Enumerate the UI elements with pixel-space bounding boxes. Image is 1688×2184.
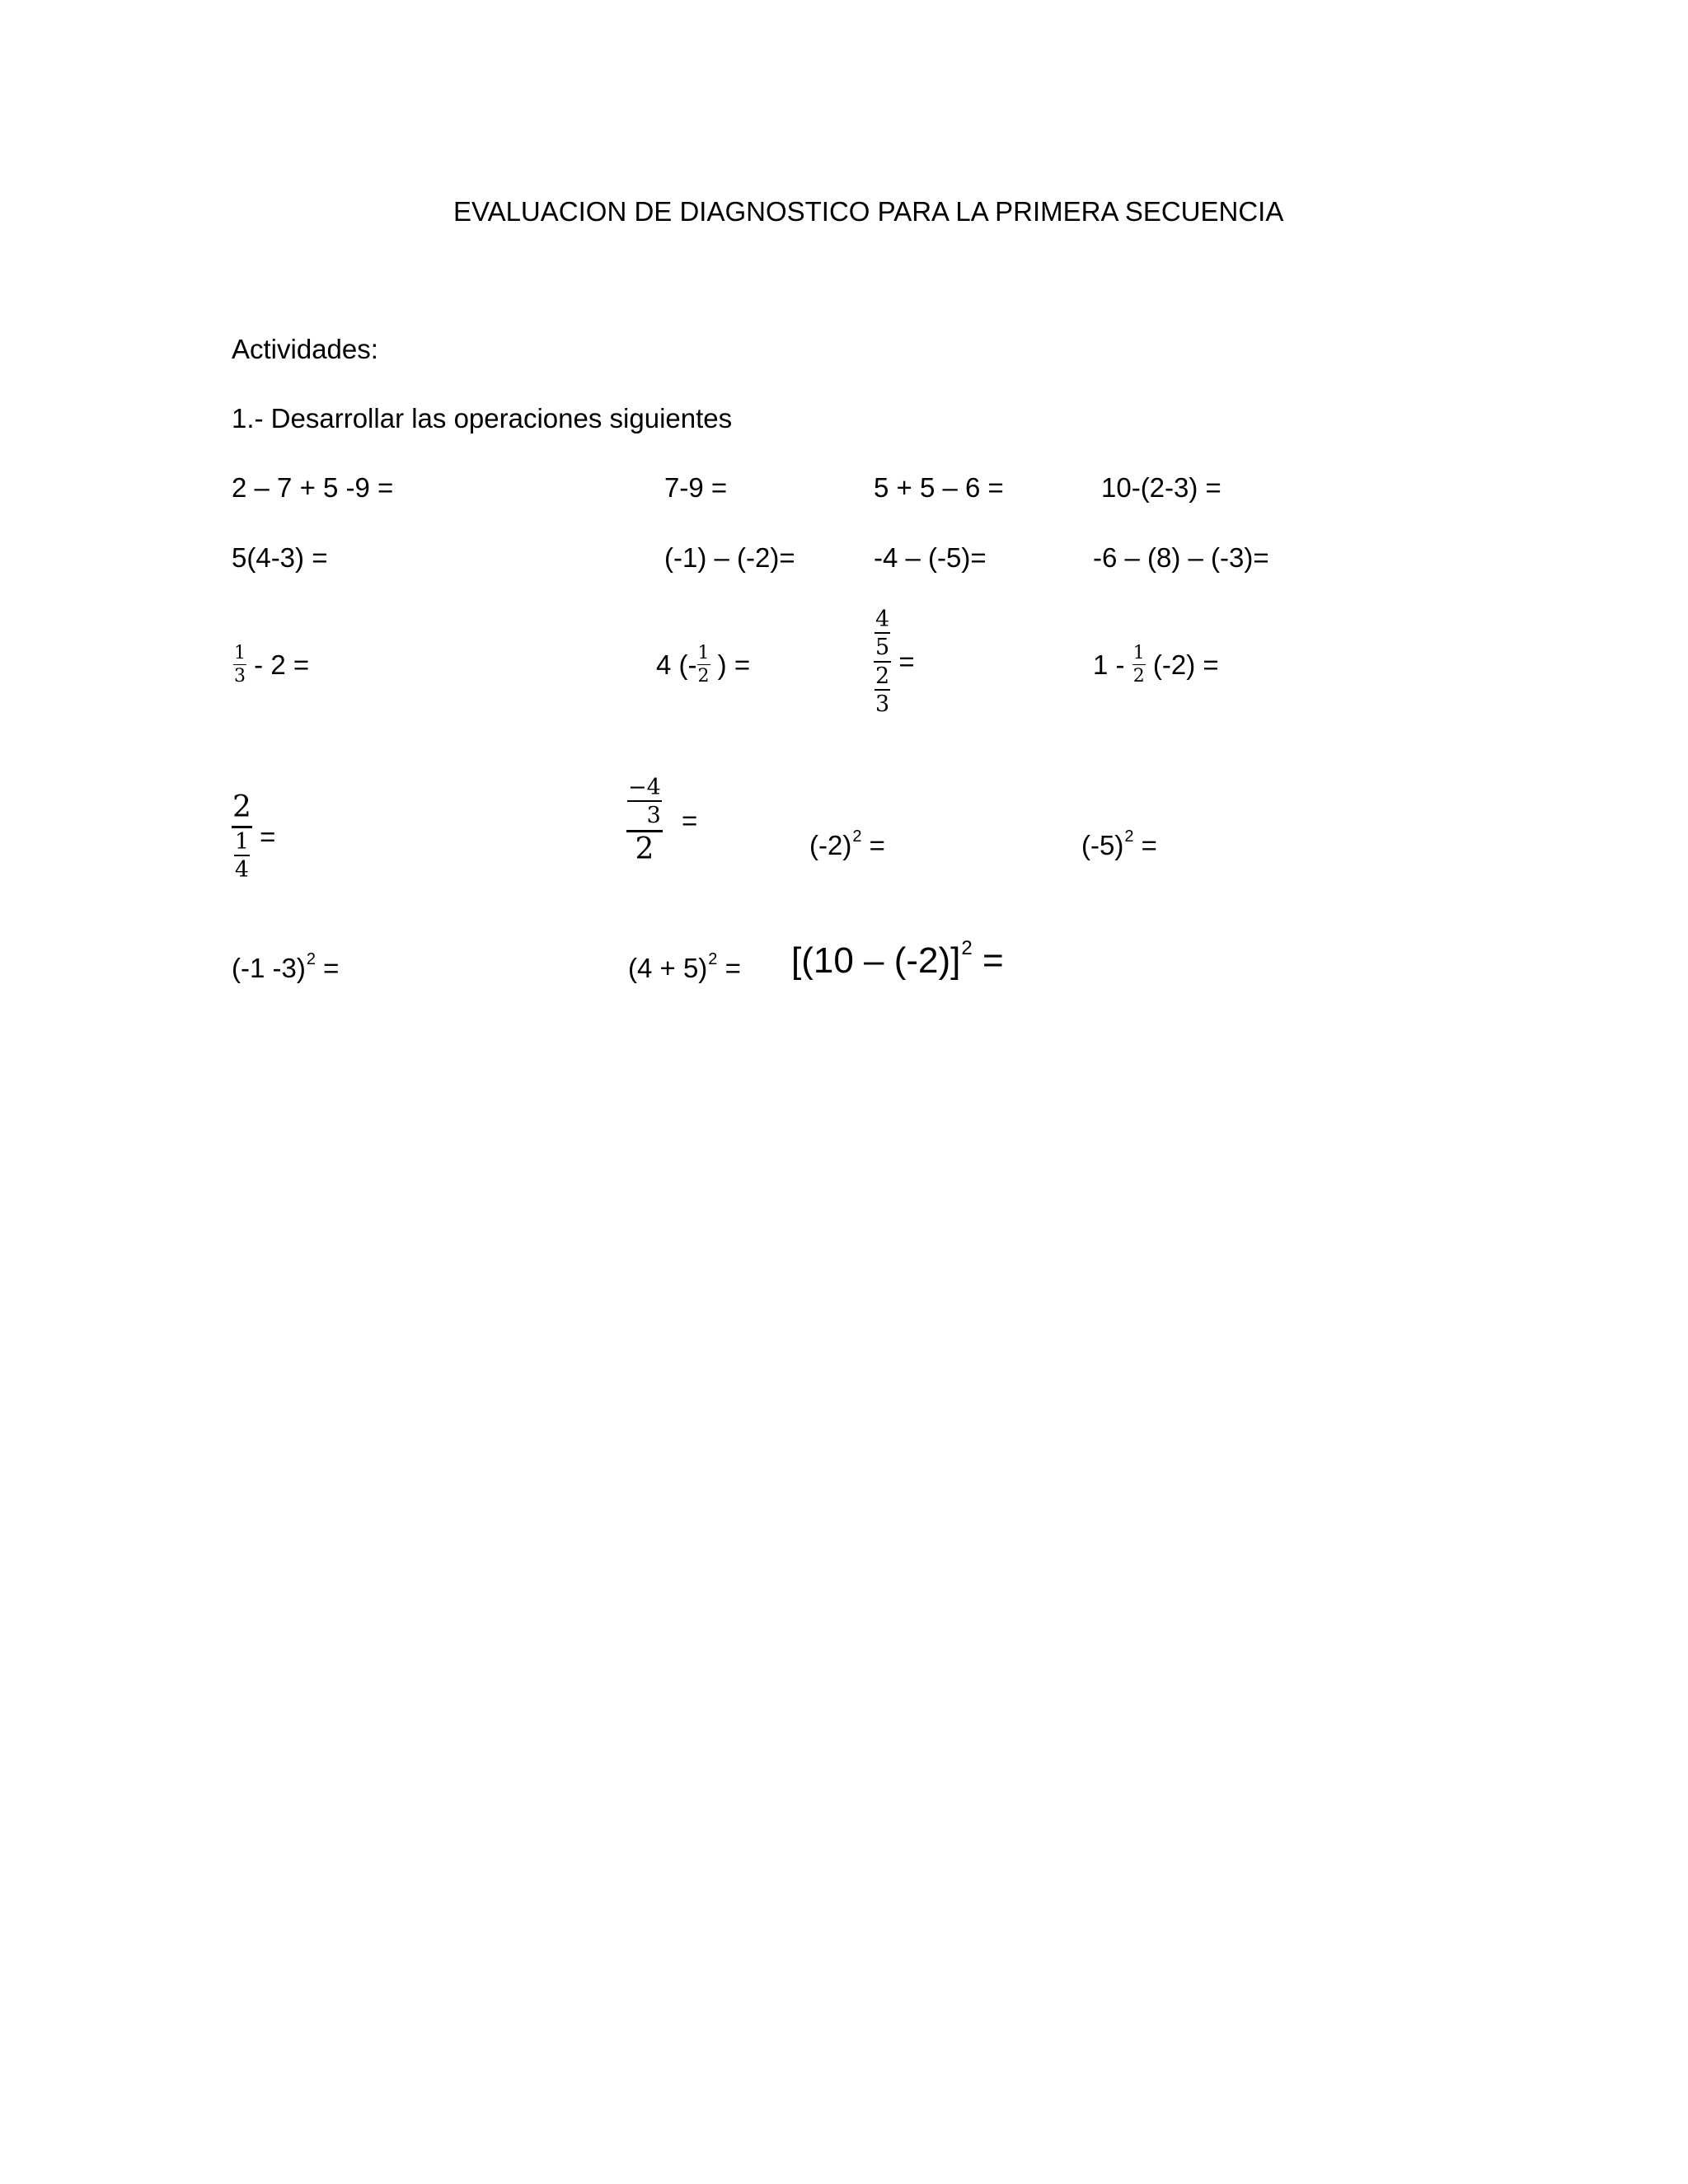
exercise-18 xyxy=(628,952,741,989)
power-exponent: 2 xyxy=(852,827,862,846)
exercise-3: 5 + 5 – 6 = xyxy=(874,472,1004,503)
expression-rest: = xyxy=(861,830,885,860)
power-base: (-1 -3) xyxy=(232,953,306,983)
exercise-10 xyxy=(656,644,750,686)
exercise-2: 7-9 = xyxy=(664,472,728,503)
expression-rest: = xyxy=(315,953,340,983)
inner-numerator: 2 xyxy=(875,663,890,689)
exercise-11 xyxy=(874,608,915,715)
expression-rest: - 2 = xyxy=(246,649,310,680)
complex-fraction-numerator xyxy=(626,776,663,832)
exercise-19 xyxy=(791,937,1004,988)
inner-fraction xyxy=(627,776,662,827)
fraction-numerator: 1 xyxy=(234,643,246,663)
fraction xyxy=(697,644,710,686)
exercise-13 xyxy=(232,790,276,883)
exercise-7: -4 – (-5)= xyxy=(874,542,987,573)
expression-rest: = xyxy=(972,940,1004,981)
document-title: EVALUACION DE DIAGNOSTICO PARA LA PRIMERA SECUENCIA xyxy=(453,196,1284,227)
exercise-5: 5(4-3) = xyxy=(232,542,328,573)
exercise-1: 2 – 7 + 5 -9 = xyxy=(232,472,394,503)
inner-denominator: 5 xyxy=(875,635,890,660)
inner-denominator: 4 xyxy=(234,857,250,883)
inner-fraction xyxy=(874,665,890,715)
expression-prefix: 1 - xyxy=(1093,649,1132,680)
power-base: (-5) xyxy=(1081,830,1124,860)
power-exponent: 2 xyxy=(708,950,718,968)
exercise-6: (-1) – (-2)= xyxy=(664,542,795,573)
section-label: Actividades: xyxy=(232,334,378,364)
inner-denominator: 3 xyxy=(646,803,661,828)
complex-fraction-denominator: 2 xyxy=(635,832,654,866)
fraction xyxy=(233,644,246,686)
inner-fraction xyxy=(874,608,890,658)
inner-numerator: 4 xyxy=(875,607,890,632)
exercise-16 xyxy=(1081,829,1157,866)
fraction-denominator: 2 xyxy=(1132,666,1145,687)
exercise-15 xyxy=(809,829,885,866)
exercise-14 xyxy=(626,776,697,865)
inner-denominator: 3 xyxy=(875,691,890,717)
complex-fraction xyxy=(232,790,252,883)
fraction-numerator: 1 xyxy=(697,643,710,663)
power-exponent: 2 xyxy=(1124,827,1134,846)
complex-fraction-numerator: 2 xyxy=(232,793,252,828)
fraction-denominator: 3 xyxy=(234,666,246,687)
expression-rest: = xyxy=(891,646,915,677)
expression-rest: ) = xyxy=(710,649,751,680)
instruction-text: 1.- Desarrollar las operaciones siguientes xyxy=(232,403,733,434)
inner-numerator: −4 xyxy=(628,775,661,800)
expression-rest: (-2) = xyxy=(1145,649,1219,680)
exercise-4: 10-(2-3) = xyxy=(1101,472,1221,503)
power-base: (4 + 5) xyxy=(628,953,708,983)
expression-rest: = xyxy=(251,821,276,852)
inner-numerator: 1 xyxy=(234,829,250,855)
complex-fraction xyxy=(874,608,891,715)
expression-rest: = xyxy=(1133,830,1157,860)
power-base: [(10 – (-2)] xyxy=(791,940,961,981)
power-exponent: 2 xyxy=(961,937,973,959)
inner-fraction xyxy=(234,831,250,881)
complex-fraction-numerator xyxy=(874,608,891,663)
expression-rest: = xyxy=(673,804,698,836)
complex-fraction-denominator xyxy=(233,828,251,881)
exercise-9 xyxy=(233,644,309,686)
expression-rest: = xyxy=(717,953,741,983)
fraction-numerator: 1 xyxy=(1132,643,1145,663)
exercise-12 xyxy=(1093,644,1219,686)
complex-fraction xyxy=(626,776,663,865)
expression-prefix: 4 (- xyxy=(656,649,697,680)
power-exponent: 2 xyxy=(306,950,316,968)
complex-fraction-denominator xyxy=(874,663,891,715)
power-base: (-2) xyxy=(809,830,852,860)
exercise-8: -6 – (8) – (-3)= xyxy=(1093,542,1269,573)
fraction-denominator: 2 xyxy=(697,666,710,687)
fraction xyxy=(1132,644,1146,686)
exercise-17 xyxy=(232,952,339,989)
